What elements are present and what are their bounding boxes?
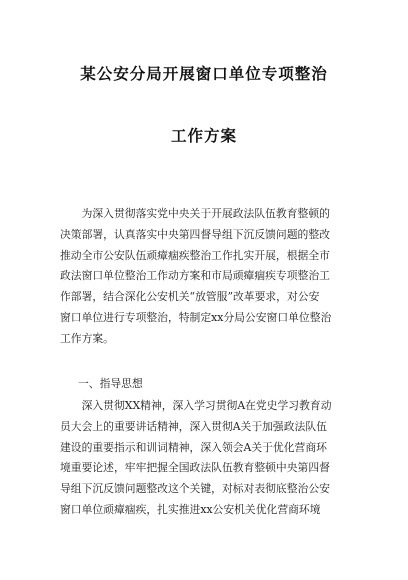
section-line: 员大会上的重要讲话精神，深入贯彻A关于加强政法队伍 bbox=[60, 419, 327, 433]
document-subtitle: 工作方案 bbox=[170, 127, 237, 145]
section-line: 深入贯彻XX精神，深入学习贯彻A在党史学习教育动 bbox=[60, 399, 332, 412]
intro-line: 政法窗口单位整治工作动方案和市局顽瘴痼疾专项整治工 bbox=[60, 269, 330, 283]
section-line: 建设的重要指示和训词精神，深入领会A关于优化营商环 bbox=[60, 440, 327, 454]
section-line: 窗口单位顽瘴痼疾，扎实推进xx公安机关优化营商环境 bbox=[60, 502, 321, 516]
intro-line: 为深入贯彻落实党中央关于开展政法队伍教育整顿的 bbox=[60, 207, 330, 220]
intro-paragraph bbox=[60, 204, 360, 350]
section-line: 导组下沉反馈问题整改这个关键，对标对表彻底整治公安 bbox=[60, 482, 330, 496]
intro-line: 作部署，结合深化公安机关“放管服”改革要求，对公安 bbox=[60, 290, 320, 304]
intro-line: 工作方案。 bbox=[60, 331, 114, 345]
intro-line: 推动全市公安队伍顽瘴痼疾整治工作扎实开展，根据全市 bbox=[60, 248, 330, 262]
intro-line: 决策部署，认真落实中央第四督导组下沉反馈问题的整改 bbox=[60, 227, 330, 241]
section-heading-guiding-ideology: 一、指导思想 bbox=[78, 377, 143, 390]
intro-line: 窗口单位进行专项整治，特制定xx分局公安窗口单位整治 bbox=[60, 310, 332, 324]
section-line: 境重要论述，牢牢把握全国政法队伍教育整顿中央第四督 bbox=[60, 461, 330, 475]
section-paragraph bbox=[60, 396, 360, 521]
document-title: 某公安分局开展窗口单位专项整治 bbox=[80, 65, 328, 83]
